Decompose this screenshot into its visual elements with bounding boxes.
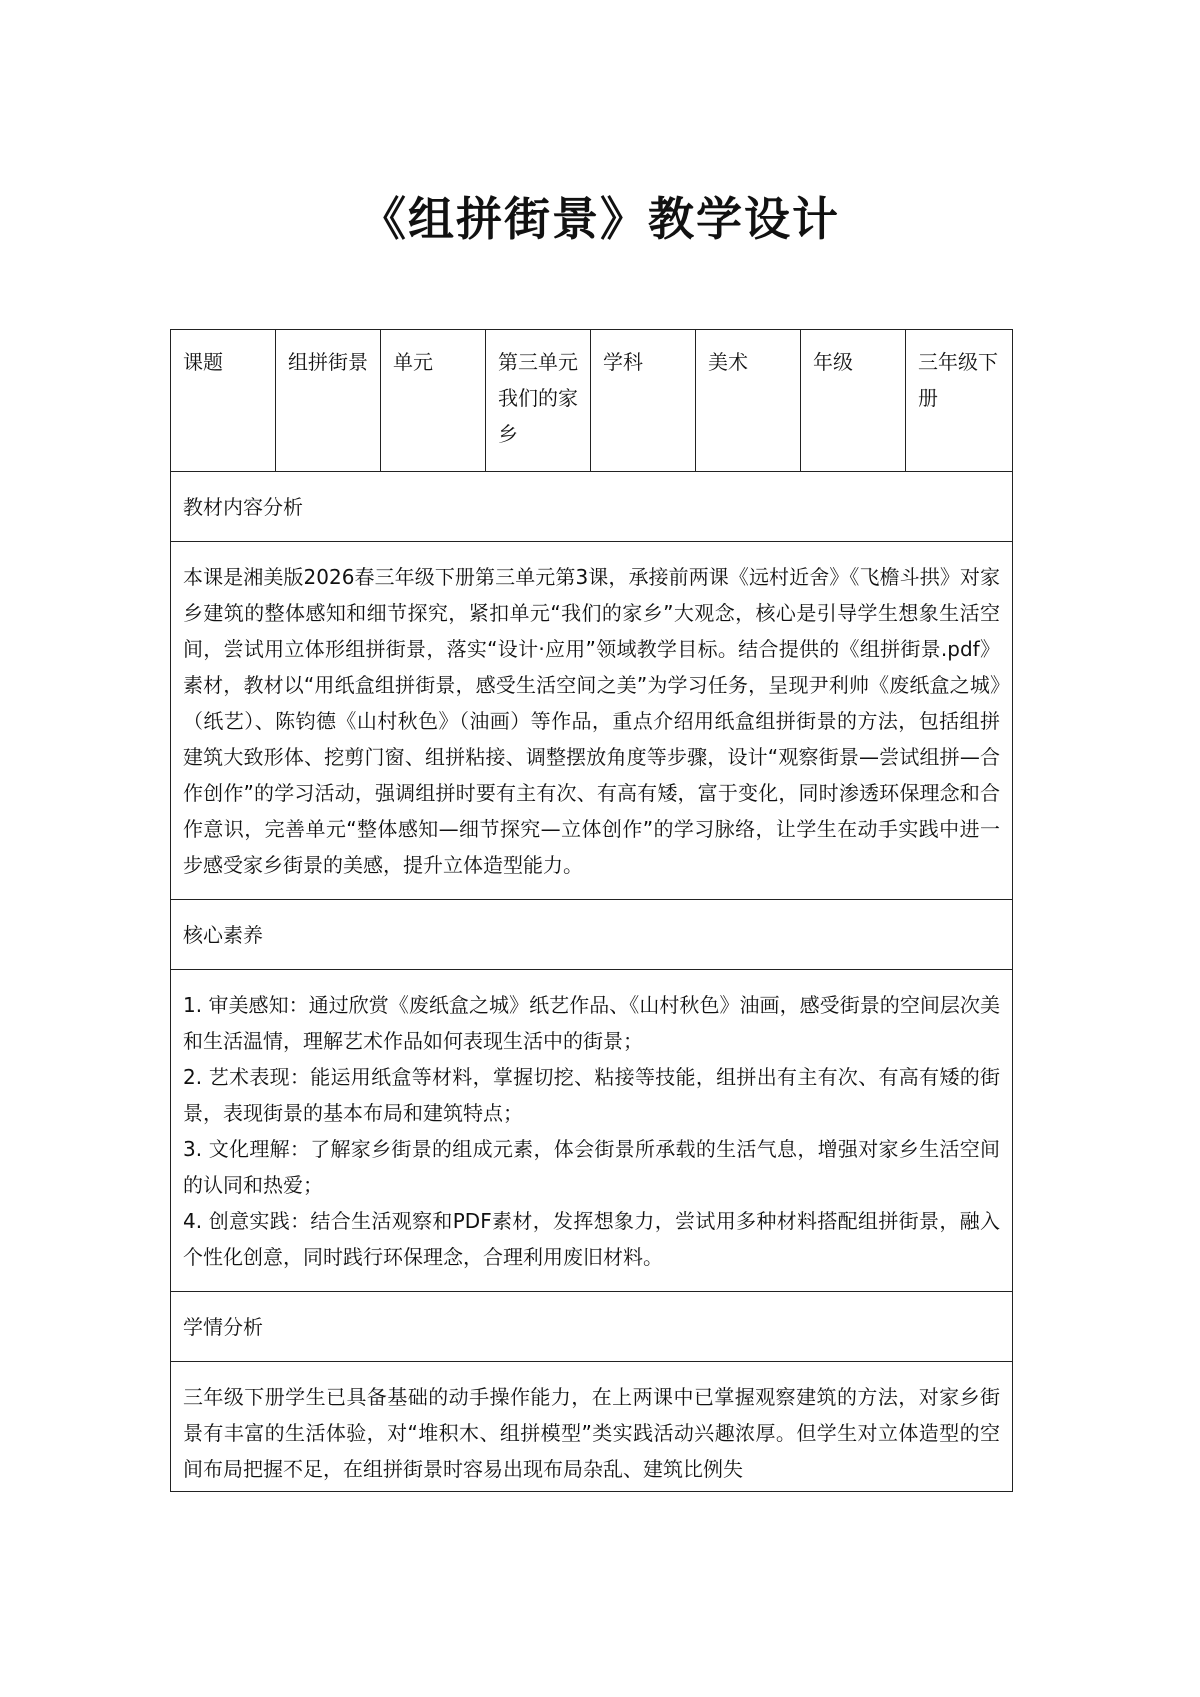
section-content-row <box>171 1362 1013 1492</box>
list-item: 3. 文化理解：了解家乡街景的组成元素，体会街景所承载的生活气息，增强对家乡生活空间的认同和热爱； <box>183 1137 1000 1197</box>
section-content-core-literacy <box>171 970 1013 1292</box>
meta-label-grade: 年级 <box>801 330 906 472</box>
list-item: 1. 审美感知：通过欣赏《废纸盒之城》纸艺作品、《山村秋色》油画，感受街景的空间层次美和生活温情，理解艺术作品如何表现生活中的街景； <box>183 993 1000 1053</box>
lesson-plan-table <box>170 329 1013 1492</box>
section-header-row <box>171 900 1013 970</box>
meta-value-topic: 组拼街景 <box>276 330 381 472</box>
section-content-row <box>171 970 1013 1292</box>
section-header-row <box>171 1292 1013 1362</box>
section-heading-textbook-analysis: 教材内容分析 <box>171 472 1013 542</box>
document-title: 《组拼街景》教学设计 <box>360 192 840 246</box>
meta-value-grade: 三年级下册 <box>906 330 1013 472</box>
meta-label-topic: 课题 <box>171 330 276 472</box>
meta-label-subject: 学科 <box>591 330 696 472</box>
section-content-textbook-analysis <box>171 542 1013 900</box>
paragraph: 三年级下册学生已具备基础的动手操作能力，在上两课中已掌握观察建筑的方法，对家乡街景有丰富的生活体验，对“堆积木、组拼模型”类实践活动兴趣浓厚。但学生对立体造型的空间布局把握不足，在组拼街景时容易出现布局杂乱、建筑比例失 <box>183 1385 1000 1481</box>
section-content-student-analysis <box>171 1362 1013 1492</box>
meta-label-unit: 单元 <box>381 330 486 472</box>
paragraph: 本课是湘美版2026春三年级下册第三单元第3课，承接前两课《远村近舍》《飞檐斗拱》对家乡建筑的整体感知和细节探究，紧扣单元“我们的家乡”大观念，核心是引导学生想象生活空间，尝试用立体形组拼街景，落实“设计·应用”领域教学目标。结合提供的《组拼街景.pdf》素材，教材以“用纸盒组拼街景，感受生活空间之美”为学习任务，呈现尹利帅《废纸盒之城》（纸艺）、陈钧德《山村秋色》（油画）等作品，重点介绍用纸盒组拼街景的方法，包括组拼建筑大致形体、挖剪门窗、组拼粘接、调整摆放角度等步骤，设计“观察街景—尝试组拼—合作创作”的学习活动，强调组拼时要有主有次、有高有矮，富于变化，同时渗透环保理念和合作意识，完善单元“整体感知—细节探究—立体创作”的学习脉络，让学生在动手实践中进一步感受家乡街景的美感，提升立体造型能力。 <box>183 565 1000 877</box>
section-heading-student-analysis: 学情分析 <box>171 1292 1013 1362</box>
section-content-row <box>171 542 1013 900</box>
meta-value-unit: 第三单元 我们的家乡 <box>486 330 591 472</box>
meta-row <box>171 330 1013 472</box>
meta-value-subject: 美术 <box>696 330 801 472</box>
section-heading-core-literacy: 核心素养 <box>171 900 1013 970</box>
list-item: 2. 艺术表现：能运用纸盒等材料，掌握切挖、粘接等技能，组拼出有主有次、有高有矮的街景，表现街景的基本布局和建筑特点； <box>183 1065 1000 1125</box>
list-item: 4. 创意实践：结合生活观察和PDF素材，发挥想象力，尝试用多种材料搭配组拼街景，融入个性化创意，同时践行环保理念，合理利用废旧材料。 <box>183 1209 1000 1269</box>
section-header-row <box>171 472 1013 542</box>
